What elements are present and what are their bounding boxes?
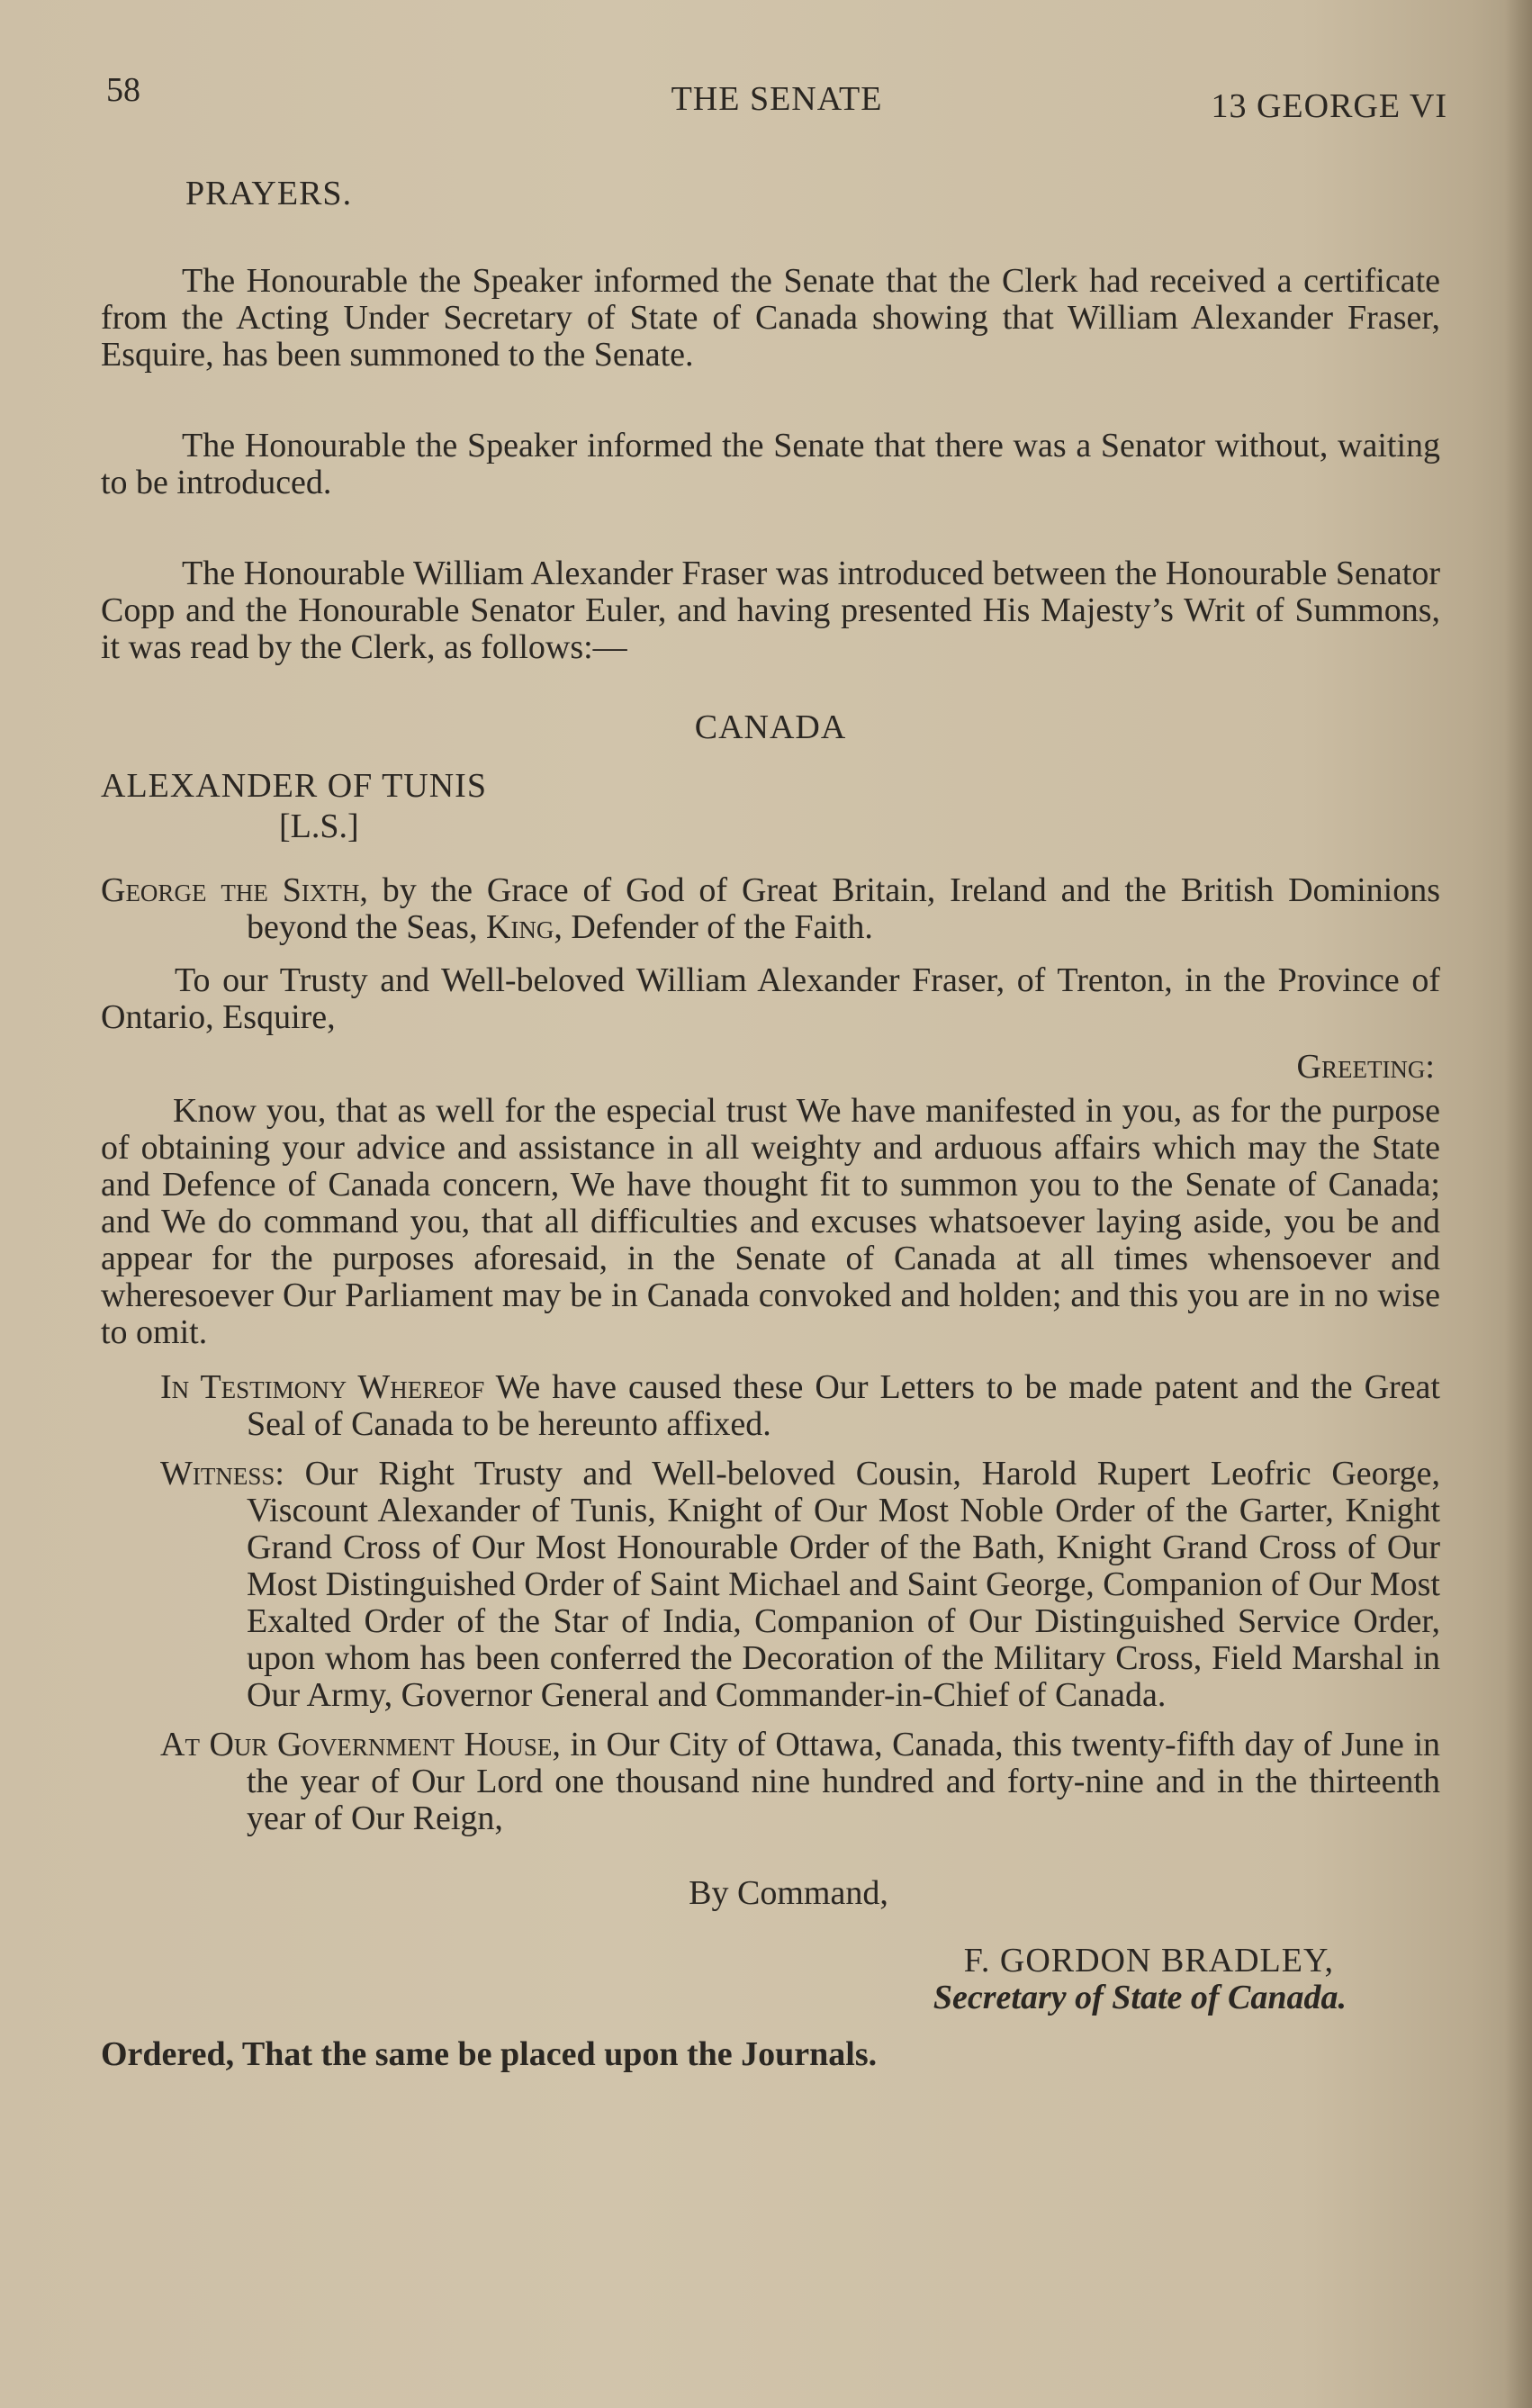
government-house-clause [101,1727,1440,1837]
witness-clause [101,1456,1440,1714]
running-title: THE SENATE [671,80,883,118]
royal-style-text: by the Grace of God of Great Britain, Ireland and the British Dominions beyond the Seas, [247,871,1440,946]
signatory-name: F. GORDON BRADLEY, [963,1942,1334,1980]
governor-signature: ALEXANDER OF TUNIS [101,767,487,805]
royal-style [101,872,1440,946]
paragraph-certificate: The Honourable the Speaker informed the Senate that the Clerk had received a certificate from the Acting Under Secretary of State of Canada showing that William Alexander Fraser, Esquire, has been summoned to the Senate. [101,262,1440,374]
government-house-lead: At Our Government House, [160,1726,561,1763]
writ-address: To our Trusty and Well-beloved William Alexander Fraser, of Trenton, in the Province of Ontario, Esquire, [101,961,1440,1036]
seal-mark: [L.S.] [279,807,359,845]
order-journal: Ordered, That the same be placed upon the Journals. [101,2035,878,2073]
page-edge-shadow [1505,0,1532,2408]
writ-heading-canada: CANADA [694,708,847,746]
government-house-text: in Our City of Ottawa, Canada, this twenty-fifth day of June in the year of Our Lord one thousand nine hundred and forty-nine and in the thirteenth year of Our Reign, [247,1726,1441,1837]
paragraph-introduction: The Honourable William Alexander Fraser was introduced between the Honourable Senator Copp and the Honourable Senator Euler, and having presented His Majesty’s Writ of Summons, it was read by the Clerk, as follows:— [101,555,1440,666]
page-number: 58 [106,71,140,109]
testimony-clause [101,1369,1440,1443]
page-body [101,176,1440,2073]
testimony-text: We have caused these Our Letters to be made patent and the Great Seal of Canada to be hereunto affixed. [247,1368,1440,1443]
royal-name: George the Sixth, [101,871,368,909]
signatory-title: Secretary of State of Canada. [933,1979,1347,2016]
paragraph-senator-without: The Honourable the Speaker informed the Senate that there was a Senator without, waiting to be introduced. [101,427,1440,501]
royal-style-end: Defender of the Faith. [562,908,873,946]
testimony-lead: In Testimony Whereof [160,1368,485,1406]
running-header [106,70,1447,124]
by-command: By Command, [689,1874,888,1912]
witness-lead: Witness: [160,1455,284,1493]
prayers-heading: PRAYERS. [185,175,353,212]
royal-title: King, [485,908,563,946]
witness-text: Our Right Trusty and Well-beloved Cousin, Harold Rupert Leofric George, Viscount Alexander of Tunis, Knight of Our Most Noble Order of the Garter, Knight Grand Cross of Our Most Honourable Order of the Bath, Knight Grand Cross of Our Most Distinguished Order of Saint Michael and Saint George, Companion of Our Most Exalted Order of the Star of India, Companion of Our Distinguished Service Order, upon whom has been conferred the Decoration of the Military Cross, Field Marshal in Our Army, Governor General and Commander-in-Chief of Canada. [247,1455,1440,1714]
writ-body: Know you, that as well for the especial trust We have manifested in you, as for the purpose of obtaining your advice and assistance in all weighty and arduous affairs which may the State and Defence of Canada concern, We have thought fit to summon you to the Senate of Canada; and We do command you, that all difficulties and excuses whatsoever laying aside, you be and appear for the purposes aforesaid, in the Senate of Canada at all times whensoever and wheresoever Our Parliament may be in Canada convoked and holden; and this you are in no wise to omit. [101,1092,1440,1351]
greeting: Greeting: [1296,1048,1435,1086]
regnal-year: 13 GEORGE VI [1211,87,1447,125]
